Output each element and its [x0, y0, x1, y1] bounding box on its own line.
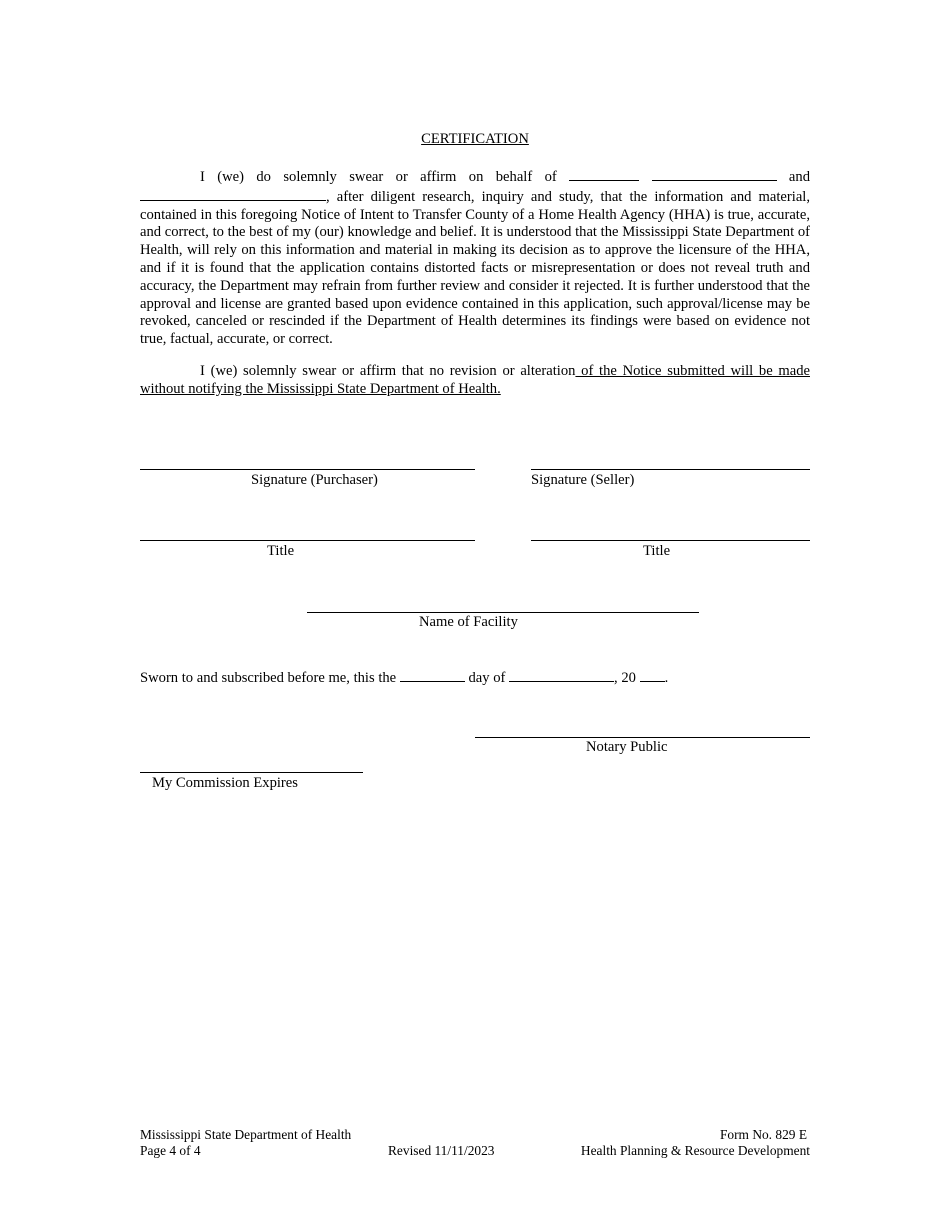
- footer-department: Mississippi State Department of Health: [140, 1127, 352, 1142]
- entity-blank-2[interactable]: [652, 167, 777, 181]
- sworn-statement: [140, 668, 668, 687]
- purchaser-title-label: Title: [267, 543, 295, 559]
- notary-public-label: Notary Public: [586, 739, 668, 755]
- facility-name-line[interactable]: [307, 612, 699, 613]
- seller-title-line[interactable]: [531, 540, 810, 541]
- certification-title: CERTIFICATION: [421, 131, 529, 147]
- sworn-year-prefix: , 20: [614, 670, 636, 686]
- footer-revised-date: Revised 11/11/2023: [388, 1143, 495, 1158]
- para1-start: I (we) do solemnly swear or affirm on behalf of: [200, 169, 557, 185]
- facility-name-label: Name of Facility: [419, 614, 518, 630]
- seller-signature-line[interactable]: [531, 469, 810, 470]
- para1-and: and: [788, 169, 810, 185]
- seller-title-label: Title: [643, 543, 671, 559]
- sworn-period: .: [664, 670, 669, 686]
- entity-blank-1[interactable]: [569, 167, 639, 181]
- footer-page-number: Page 4 of 4: [140, 1143, 201, 1158]
- purchaser-signature-line[interactable]: [140, 469, 475, 470]
- footer-division: Health Planning & Resource Development: [580, 1143, 810, 1158]
- sworn-prefix: Sworn to and subscribed before me, this the: [140, 670, 397, 686]
- sworn-year-blank[interactable]: [640, 668, 665, 682]
- purchaser-title-line[interactable]: [140, 540, 475, 541]
- sworn-day-blank[interactable]: [400, 668, 465, 682]
- para2-plain: I (we) solemnly swear or affirm that no revision or alteration: [200, 363, 576, 379]
- certification-paragraph-2: [140, 363, 810, 399]
- purchaser-signature-label: Signature (Purchaser): [251, 472, 378, 488]
- sworn-day-of: day of: [468, 670, 506, 686]
- entity-blank-3[interactable]: [140, 187, 326, 201]
- commission-expires-label: My Commission Expires: [152, 775, 298, 791]
- certification-paragraph-1: [140, 167, 810, 349]
- para1-rest: , after diligent research, inquiry and study, that the information and material, contained in this foregoing Notice of Intent to Transfer County of a Home Health Agency (HHA) is true, accurate, and correct, to the best of my (our) knowledge and belief. It is understood that the Mississippi State Department of Health, will rely on this information and material in making its decision as to approve the licensure of the HHA, and if it is found that the application contains distorted facts or misrepresentation or does not reveal truth and accuracy, the Department may refrain from further review and consider it rejected. It is further understood that the approval and license are granted based upon evidence contained in this application, such approval/license may be revoked, canceled or rescinded if the Department of Health determines its findings were based on evidence not true, factual, accurate, or correct.: [140, 188, 810, 348]
- notary-signature-line[interactable]: [475, 737, 810, 738]
- commission-expires-line[interactable]: [140, 772, 363, 773]
- para2-underlined: of the Notice submitted will be made without notifying the Mississippi State Department of Health.: [140, 363, 810, 397]
- seller-signature-label: Signature (Seller): [531, 472, 635, 488]
- footer-form-number: Form No. 829 E: [719, 1127, 807, 1142]
- sworn-month-blank[interactable]: [509, 668, 614, 682]
